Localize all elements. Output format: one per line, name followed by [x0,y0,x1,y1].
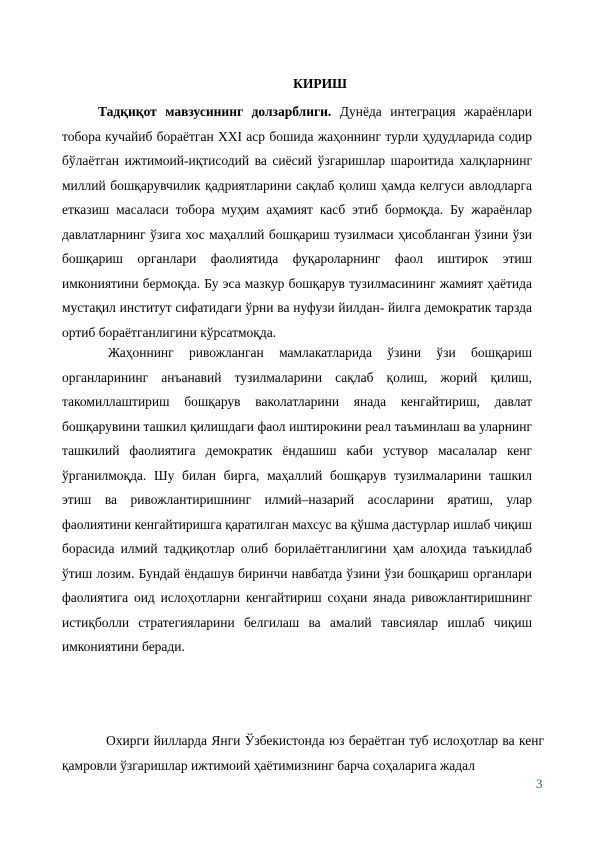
page-number: 3 [536,776,543,791]
paragraph-text: Дунёда интеграция жараёнлари тобора кучайиб бораётган XXI аср бошида жаҳоннинг турли ҳудудларида содир бўлаётган ижтимоий-иқтисодий ва сиёсий ўзгаришлар шароитида халқларнинг миллий бошқарувчилик қадриятларини сақлаб қолиш ҳамда келгуси авлодларга етказиш масаласи тобора муҳим аҳамият касб этиб бормоқда. Бу жараёнлар давлатларнинг ўзига хос маҳаллий бошқариш тузилмаси ҳисобланган ўзини ўзи бошқариш органлари фаолиятида фуқароларнинг фаол иштирок этиш имкониятини бермоқда. Бу эса мазкур бошқарув тузилмасининг жамият ҳаётида мустақил институт сифатидаги ўрни ва нуфузи йилдан- йилга демократик тарзда ортиб бораётганлигини кўрсатмоқда. [62,104,532,340]
paragraph-uzbekistan-reforms [62,729,544,778]
paragraph-relevance [62,100,532,345]
paragraph-text: Жаҳоннинг ривожланган мамлакатларида ўзини ўзи бошқариш органларининг анъанавий тузилмаларини сақлаб қолиш, жорий қилиш, такомиллаштириш бошқарув ваколатларини янада кенгайтириш, давлат бошқарувини ташкил қилишдаги фаол иштирокини реал таъминлаш ва уларнинг ташкилий фаолиятига демократик ёндашиш каби устувор масалалар кенг ўрганилмоқда. Шу билан бирга, маҳаллий бошқарув тузилмаларини ташкил этиш ва ривожлантиришнинг илмий–назарий асосларини яратиш, улар фаолиятини кенгайтиришга қаратилган махсус ва қўшма дастурлар ишлаб чиқиш борасида илмий тадқиқотлар олиб борилаётганлигини ҳам алоҳида таъкидлаб ўтиш лозим. Бундай ёндашув биринчи навбатда ўзини ўзи бошқариш органлари фаолиятига оид ислоҳотларни кенгайтириш соҳани янада ривожлантиришнинг истиқболли стратегияларини белгилаш ва амалий тавсиялар ишлаб чиқиш имкониятини беради. [62,345,532,654]
paragraph-text: Охирги йилларда Янги Ўзбекистонда юз бераётган туб ислоҳотлар ва кенг қамровли ўзгаришлар ижтимоий ҳаётимизнинг барча соҳаларига жадал [62,733,544,773]
paragraph-world-experience [62,341,532,660]
section-heading: КИРИШ [293,76,347,91]
paragraph-lead-title: Тадқиқот мавзусининг долзарблиги. [98,104,332,119]
